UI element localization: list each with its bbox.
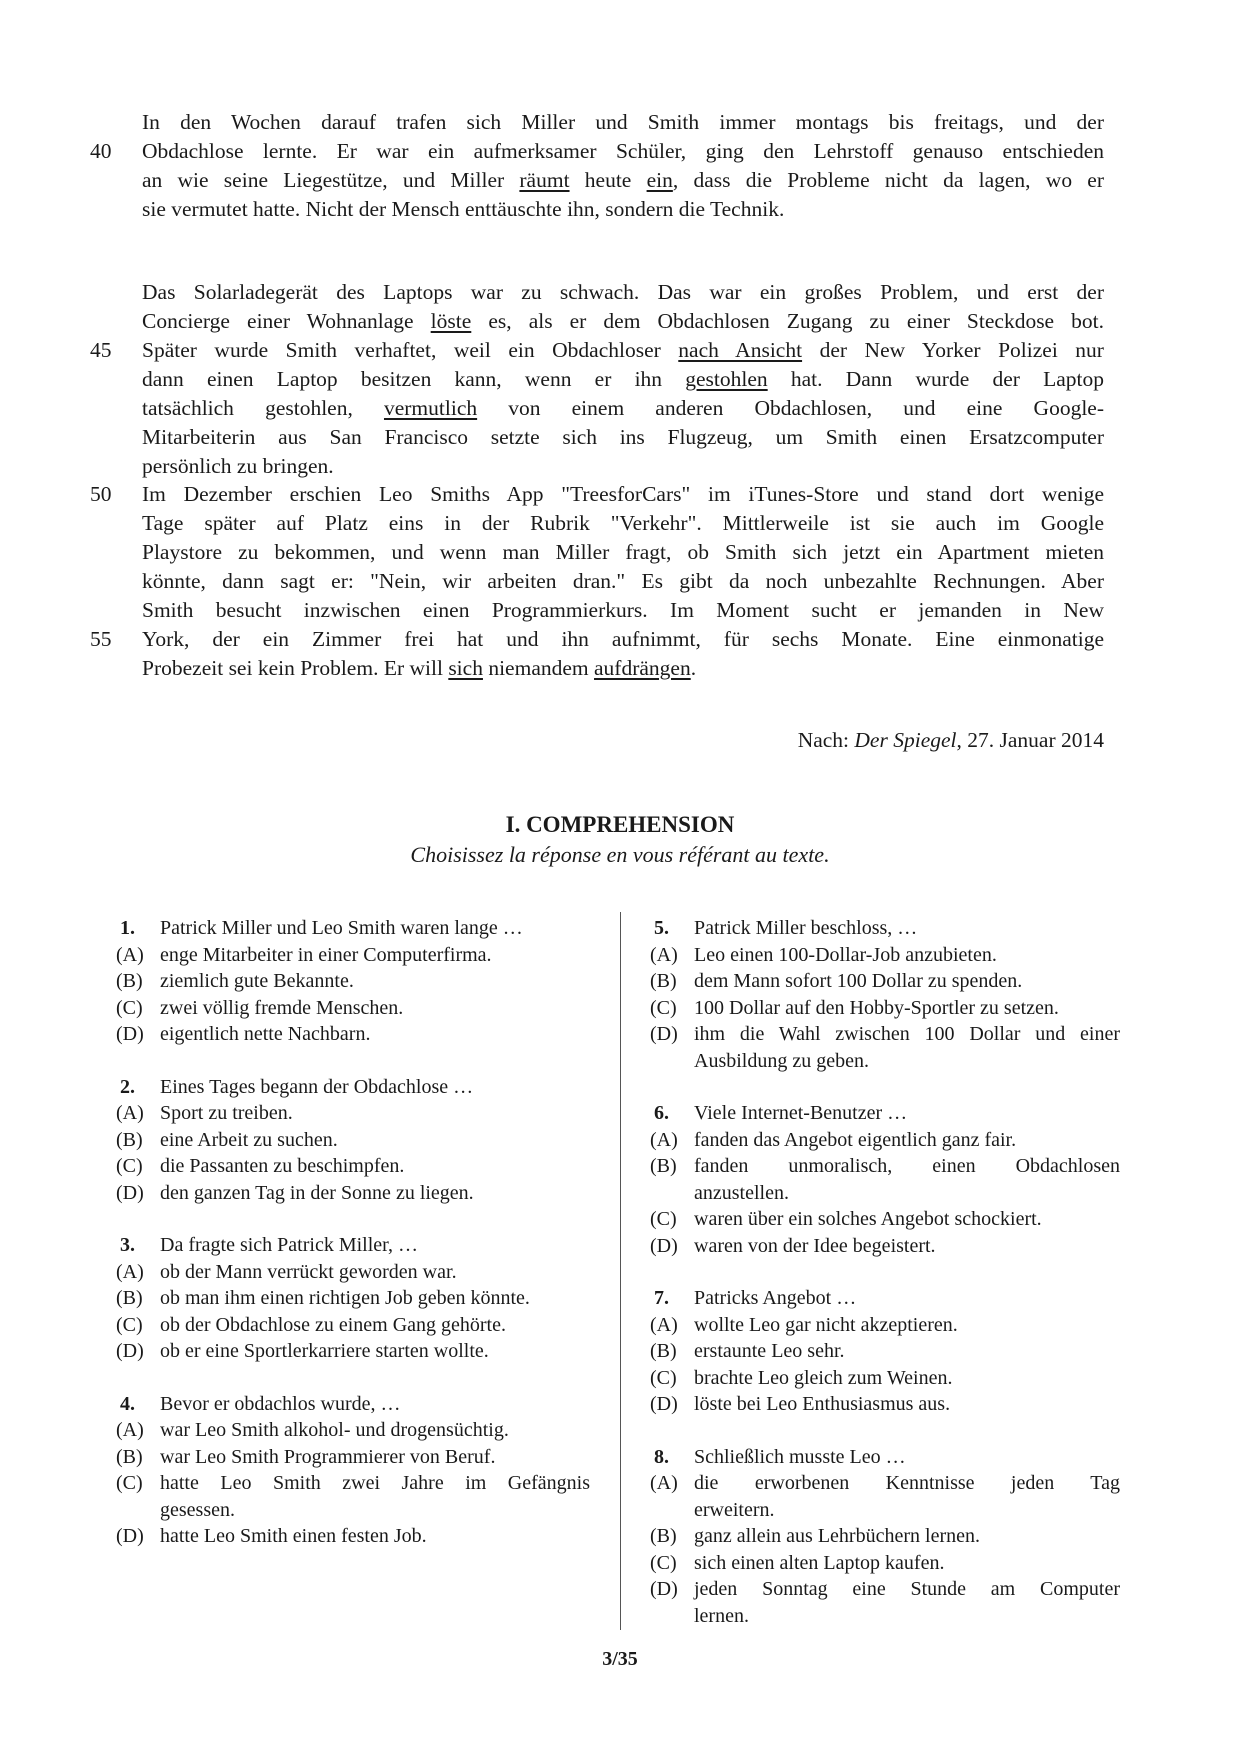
- option-label: (B): [116, 1445, 143, 1468]
- answer-option[interactable]: [116, 1497, 590, 1524]
- passage-line: [142, 195, 1104, 224]
- question-text: Bevor er obdachlos wurde, …: [160, 1392, 401, 1415]
- option-text: fanden unmoralisch, einen Obdachlosen: [694, 1155, 1120, 1177]
- option-text: enge Mitarbeiter in einer Computerfirma.: [160, 943, 492, 966]
- option-label: (C): [650, 1551, 677, 1574]
- answer-option[interactable]: [650, 1470, 1120, 1497]
- answer-option[interactable]: [650, 1391, 1120, 1418]
- question-text: Da fragte sich Patrick Miller, …: [160, 1234, 419, 1256]
- option-text: erweitern.: [694, 1498, 775, 1521]
- answer-option[interactable]: [116, 1259, 590, 1286]
- underlined-word: sich: [448, 656, 483, 680]
- answer-option[interactable]: [650, 1206, 1120, 1233]
- option-text: lernen.: [694, 1604, 749, 1627]
- question-text: Patrick Miller und Leo Smith waren lange …: [160, 917, 523, 939]
- underlined-word: löste: [430, 309, 472, 333]
- answer-option[interactable]: [650, 1550, 1120, 1577]
- text-run: Concierge einer Wohnanlage: [142, 309, 431, 333]
- option-text: ob man ihm einen richtigen Job geben könnte.: [160, 1287, 530, 1309]
- answer-option[interactable]: [116, 968, 590, 995]
- answer-option[interactable]: [650, 1153, 1120, 1180]
- question-text: Viele Internet-Benutzer …: [694, 1102, 908, 1124]
- option-label: (A): [116, 1419, 144, 1441]
- option-text: waren über ein solches Angebot schockiert.: [694, 1208, 1042, 1230]
- question-stem: [650, 1444, 1120, 1471]
- option-text: ziemlich gute Bekannte.: [160, 970, 354, 992]
- text-run: Smith besucht inzwischen einen Programmierkurs. Im Moment sucht er jemanden in New: [142, 598, 1104, 622]
- passage-line: [142, 108, 1104, 137]
- option-text: wollte Leo gar nicht akzeptieren.: [694, 1313, 958, 1336]
- answer-option[interactable]: [116, 1100, 590, 1127]
- option-label: [650, 1048, 694, 1075]
- option-text: Leo einen 100-Dollar-Job anzubieten.: [694, 943, 997, 966]
- passage-paragraph: [90, 278, 1105, 481]
- question-6: [650, 1100, 1120, 1259]
- question-stem: [116, 1391, 590, 1418]
- question-stem: [116, 1074, 590, 1101]
- option-text: hatte Leo Smith einen festen Job.: [160, 1525, 427, 1547]
- option-label: (D): [650, 1023, 678, 1045]
- option-label: (C): [116, 1472, 143, 1494]
- option-text: fanden das Angebot eigentlich ganz fair.: [694, 1128, 1017, 1151]
- option-label: (B): [650, 1155, 677, 1177]
- question-number: 8.: [654, 1445, 669, 1468]
- option-text: jeden Sonntag eine Stunde am Computer: [694, 1578, 1120, 1600]
- option-label: (B): [116, 970, 143, 992]
- answer-option[interactable]: [650, 1338, 1120, 1365]
- text-run: tatsächlich gestohlen,: [142, 396, 384, 420]
- question-number: 5.: [654, 917, 669, 939]
- text-run: der New Yorker Polizei nur: [802, 338, 1104, 362]
- text-run: von einem anderen Obdachlosen, und eine Google-: [477, 396, 1104, 420]
- section-title: I. COMPREHENSION: [505, 812, 735, 837]
- passage-line: [142, 278, 1104, 307]
- underlined-word: nach Ansicht: [678, 338, 803, 362]
- option-label: (D): [116, 1023, 144, 1045]
- answer-option[interactable]: [650, 942, 1120, 969]
- answer-option[interactable]: [650, 995, 1120, 1022]
- text-run: heute: [569, 168, 647, 192]
- line-number: 45: [90, 338, 112, 362]
- line-number: 40: [90, 139, 112, 163]
- option-label: (D): [650, 1393, 678, 1415]
- option-label: (D): [650, 1578, 678, 1600]
- underlined-word: räumt: [519, 168, 570, 192]
- answer-option[interactable]: [116, 1417, 590, 1444]
- option-text: die Passanten zu beschimpfen.: [160, 1155, 405, 1177]
- option-text: Ausbildung zu geben.: [694, 1049, 869, 1072]
- underlined-word: ein: [646, 168, 673, 192]
- question-stem: [116, 1232, 590, 1259]
- answer-option[interactable]: [650, 1497, 1120, 1524]
- source-citation: [798, 726, 1104, 755]
- option-label: (C): [116, 1313, 143, 1336]
- line-number: 50: [90, 482, 112, 506]
- option-text: eigentlich nette Nachbarn.: [160, 1023, 371, 1045]
- option-text: den ganzen Tag in der Sonne zu liegen.: [160, 1181, 474, 1204]
- answer-option[interactable]: [116, 942, 590, 969]
- passage-line: [90, 336, 1104, 365]
- text-run: York, der ein Zimmer frei hat und ihn aufnimmt, für sechs Monate. Eine einmonatige: [142, 627, 1104, 651]
- passage-line: [90, 480, 1104, 509]
- option-text: brachte Leo gleich zum Weinen.: [694, 1366, 953, 1389]
- text-run: Probezeit sei kein Problem. Er will: [142, 656, 449, 680]
- option-label: (D): [650, 1234, 678, 1257]
- page-number: 3/35: [602, 1648, 638, 1670]
- answer-option[interactable]: [116, 1312, 590, 1339]
- question-2: [116, 1074, 590, 1207]
- option-label: (D): [116, 1181, 144, 1204]
- option-text: ganz allein aus Lehrbüchern lernen.: [694, 1525, 980, 1547]
- option-label: (A): [116, 1260, 144, 1283]
- questions-left-column: [116, 915, 590, 1576]
- option-text: ihm die Wahl zwischen 100 Dollar und einer: [694, 1023, 1120, 1045]
- answer-option[interactable]: [116, 1180, 590, 1207]
- option-text: war Leo Smith Programmierer von Beruf.: [160, 1445, 496, 1468]
- option-label: (C): [116, 996, 143, 1019]
- question-8: [650, 1444, 1120, 1630]
- option-text: ob der Mann verrückt geworden war.: [160, 1260, 457, 1283]
- question-number: 6.: [654, 1102, 669, 1124]
- passage-paragraph: [90, 108, 1105, 224]
- option-text: die erworbenen Kenntnisse jeden Tag: [694, 1472, 1120, 1494]
- question-3: [116, 1232, 590, 1365]
- text-run: Tage später auf Platz eins in der Rubrik "Verkehr". Mittlerweile ist sie auch im Google: [142, 511, 1104, 535]
- question-text: Patricks Angebot …: [694, 1287, 857, 1309]
- answer-option[interactable]: [650, 1180, 1120, 1207]
- question-stem: [116, 915, 590, 942]
- option-text: waren von der Idee begeistert.: [694, 1234, 936, 1257]
- passage-line: [142, 166, 1104, 195]
- option-label: (B): [116, 1128, 143, 1151]
- option-label: (C): [116, 1155, 143, 1177]
- option-label: (B): [650, 970, 677, 992]
- option-label: (A): [650, 1128, 678, 1151]
- option-label: (A): [650, 943, 678, 966]
- question-1: [116, 915, 590, 1048]
- option-label: [116, 1497, 160, 1524]
- passage-line: [142, 452, 1104, 481]
- source-prefix: Nach:: [797, 728, 855, 752]
- option-text: 100 Dollar auf den Hobby-Sportler zu setzen.: [694, 996, 1059, 1019]
- text-run: Playstore zu bekommen, und wenn man Miller fragt, ob Smith sich jetzt ein Apartment mieten: [142, 540, 1104, 564]
- text-run: sie vermutet hatte. Nicht der Mensch enttäuschte ihn, sondern die Technik.: [142, 197, 785, 221]
- passage-line: [90, 137, 1104, 166]
- question-4: [116, 1391, 590, 1550]
- source-title: Der Spiegel: [854, 728, 957, 752]
- passage-line: [142, 654, 1104, 683]
- option-text: eine Arbeit zu suchen.: [160, 1128, 338, 1151]
- answer-option[interactable]: [116, 1470, 590, 1497]
- answer-option[interactable]: [650, 1233, 1120, 1260]
- underlined-word: vermutlich: [383, 396, 478, 420]
- option-text: gesessen.: [160, 1498, 235, 1521]
- text-run: persönlich zu bringen.: [142, 454, 334, 478]
- answer-option[interactable]: [116, 1127, 590, 1154]
- passage-line: [90, 625, 1104, 654]
- answer-option[interactable]: [650, 1312, 1120, 1339]
- text-run: hat. Dann wurde der Laptop: [767, 367, 1104, 391]
- text-run: an wie seine Liegestütze, und Miller: [142, 168, 520, 192]
- answer-option[interactable]: [116, 1444, 590, 1471]
- answer-option[interactable]: [650, 1365, 1120, 1392]
- answer-option[interactable]: [650, 1576, 1120, 1603]
- text-run: dann einen Laptop besitzen kann, wenn er ihn: [142, 367, 686, 391]
- passage-line: [142, 307, 1104, 336]
- question-number: 4.: [120, 1392, 135, 1415]
- question-stem: [650, 1285, 1120, 1312]
- column-divider: [620, 912, 621, 1630]
- option-text: hatte Leo Smith zwei Jahre im Gefängnis: [160, 1472, 590, 1494]
- text-run: es, als er dem Obdachlosen Zugang zu einer Steckdose bot.: [471, 309, 1105, 333]
- option-label: [650, 1497, 694, 1524]
- option-text: sich einen alten Laptop kaufen.: [694, 1551, 945, 1574]
- question-text: Patrick Miller beschloss, …: [694, 917, 918, 939]
- text-run: Obdachlose lernte. Er war ein aufmerksamer Schüler, ging den Lehrstoff genauso entschieden: [142, 139, 1104, 163]
- option-label: (D): [116, 1340, 144, 1362]
- question-number: 1.: [120, 917, 135, 939]
- question-5: [650, 915, 1120, 1074]
- passage-line: [142, 567, 1104, 596]
- option-label: (B): [650, 1340, 677, 1362]
- underlined-word: gestohlen: [685, 367, 768, 391]
- question-number: 2.: [120, 1075, 135, 1098]
- option-text: ob der Obdachlose zu einem Gang gehörte.: [160, 1313, 506, 1336]
- option-label: (A): [650, 1313, 678, 1336]
- answer-option[interactable]: [650, 1021, 1120, 1048]
- underlined-word: aufdrängen: [594, 656, 691, 680]
- text-run: Im Dezember erschien Leo Smiths App "TreesforCars" im iTunes-Store und stand dort wenige: [142, 482, 1104, 506]
- text-run: könnte, dann sagt er: "Nein, wir arbeiten dran." Es gibt da noch unbezahlte Rechnungen. Aber: [142, 569, 1104, 593]
- option-label: [650, 1603, 694, 1630]
- option-label: (C): [650, 1208, 677, 1230]
- line-number: 55: [90, 627, 112, 651]
- option-text: dem Mann sofort 100 Dollar zu spenden.: [694, 970, 1023, 992]
- answer-option[interactable]: [116, 1021, 590, 1048]
- passage-line: [142, 509, 1104, 538]
- question-stem: [650, 1100, 1120, 1127]
- option-text: Sport zu treiben.: [160, 1102, 293, 1124]
- questions-right-column: [650, 915, 1120, 1655]
- source-date: , 27. Januar 2014: [956, 728, 1104, 752]
- option-label: (A): [116, 1102, 144, 1124]
- question-7: [650, 1285, 1120, 1418]
- option-label: (C): [650, 1366, 677, 1389]
- text-run: Später wurde Smith verhaftet, weil ein Obdachloser: [142, 338, 679, 362]
- text-run: , dass die Probleme nicht da lagen, wo er: [672, 168, 1105, 192]
- text-run: .: [690, 656, 697, 680]
- passage-line: [142, 596, 1104, 625]
- answer-option[interactable]: [116, 1338, 590, 1365]
- option-label: [650, 1180, 694, 1207]
- passage-line: [142, 538, 1104, 567]
- option-label: (A): [116, 943, 144, 966]
- answer-option[interactable]: [116, 1153, 590, 1180]
- text-run: In den Wochen darauf trafen sich Miller und Smith immer montags bis freitags, und der: [142, 110, 1104, 134]
- answer-option[interactable]: [116, 1285, 590, 1312]
- answer-option[interactable]: [650, 1523, 1120, 1550]
- answer-option[interactable]: [650, 1603, 1120, 1630]
- option-label: (B): [650, 1525, 677, 1547]
- text-run: niemandem: [482, 656, 595, 680]
- passage-paragraph: [90, 480, 1104, 683]
- text-run: Das Solarladegerät des Laptops war zu schwach. Das war ein großes Problem, und erst der: [142, 280, 1104, 304]
- question-text: Schließlich musste Leo …: [694, 1445, 906, 1468]
- option-text: löste bei Leo Enthusiasmus aus.: [694, 1393, 951, 1415]
- question-number: 3.: [120, 1234, 135, 1256]
- option-label: (B): [116, 1287, 143, 1309]
- answer-option[interactable]: [650, 1048, 1120, 1075]
- question-text: Eines Tages begann der Obdachlose …: [160, 1075, 474, 1098]
- answer-option[interactable]: [116, 1523, 590, 1550]
- answer-option[interactable]: [650, 968, 1120, 995]
- option-label: (C): [650, 996, 677, 1019]
- option-text: ob er eine Sportlerkarriere starten wollte.: [160, 1340, 489, 1362]
- option-text: zwei völlig fremde Menschen.: [160, 996, 404, 1019]
- passage-line: [142, 365, 1104, 394]
- option-text: erstaunte Leo sehr.: [694, 1340, 845, 1362]
- option-text: anzustellen.: [694, 1181, 789, 1204]
- question-stem: [650, 915, 1120, 942]
- question-number: 7.: [654, 1287, 669, 1309]
- section-instructions: Choisissez la réponse en vous référant au texte.: [410, 842, 830, 867]
- passage-line: [142, 423, 1104, 452]
- passage-line: [142, 394, 1104, 423]
- answer-option[interactable]: [650, 1127, 1120, 1154]
- answer-option[interactable]: [116, 995, 590, 1022]
- option-label: (A): [650, 1472, 678, 1494]
- text-run: Mitarbeiterin aus San Francisco setzte sich ins Flugzeug, um Smith einen Ersatzcomputer: [142, 425, 1104, 449]
- option-text: war Leo Smith alkohol- und drogensüchtig.: [160, 1419, 509, 1441]
- option-label: (D): [116, 1525, 144, 1547]
